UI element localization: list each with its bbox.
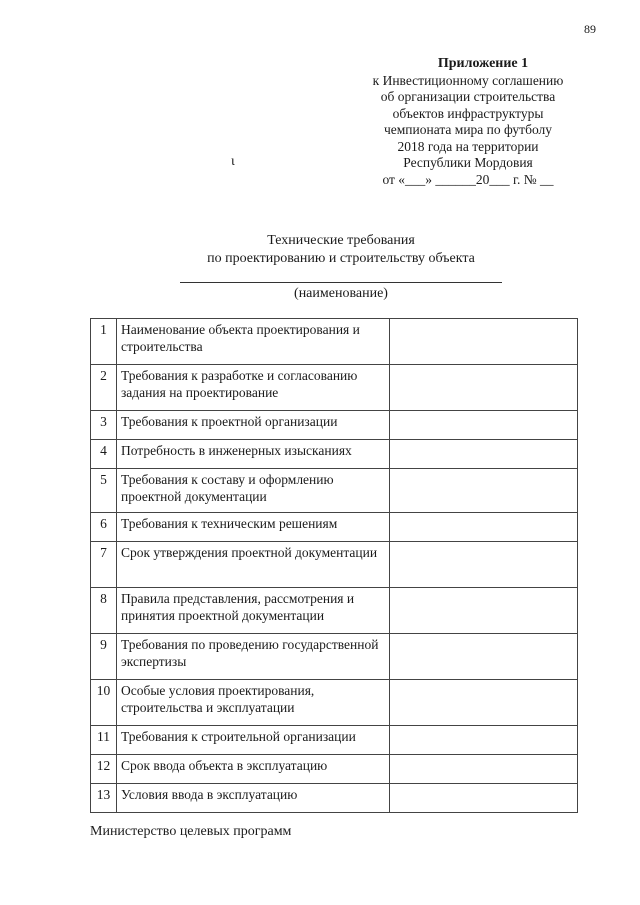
row-number: 6 [91, 513, 117, 542]
heading-line-2: по проектированию и строительству объекта [207, 251, 475, 266]
row-label: Наименование объекта проектирования и строительства [116, 319, 390, 365]
table-row [91, 588, 578, 634]
object-name-blank-line [180, 282, 502, 283]
appendix-block [352, 56, 584, 188]
row-number: 7 [91, 542, 117, 588]
row-value [390, 755, 578, 784]
row-value [390, 634, 578, 680]
row-value [390, 319, 578, 365]
row-label: Срок утверждения проектной документации [116, 542, 390, 588]
row-label: Срок ввода объекта в эксплуатацию [116, 755, 390, 784]
table-row [91, 513, 578, 542]
row-number: 12 [91, 755, 117, 784]
requirements-table [90, 318, 578, 813]
table-row [91, 726, 578, 755]
row-label: Требования к строительной организации [116, 726, 390, 755]
table-row [91, 634, 578, 680]
row-value [390, 469, 578, 513]
row-label: Требования по проведению государственной экспертизы [116, 634, 390, 680]
page-number: 89 [584, 22, 596, 36]
row-number: 13 [91, 784, 117, 813]
appendix-line: объектов инфраструктуры [392, 105, 544, 121]
row-value [390, 440, 578, 469]
row-label: Особые условия проектирования, строительства и эксплуатации [116, 680, 390, 726]
row-value [390, 588, 578, 634]
table-row [91, 784, 578, 813]
row-label: Требования к разработке и согласованию задания на проектирование [116, 365, 390, 411]
appendix-date-number-line: от «___» ______20___ г. № __ [382, 171, 554, 187]
row-value [390, 784, 578, 813]
row-number: 1 [91, 319, 117, 365]
row-value [390, 513, 578, 542]
appendix-line: 2018 года на территории [397, 138, 539, 154]
table-row [91, 319, 578, 365]
row-number: 2 [91, 365, 117, 411]
table-row [91, 469, 578, 513]
row-value [390, 726, 578, 755]
table-row [91, 542, 578, 588]
object-name-caption: (наименование) [294, 286, 388, 301]
row-label: Правила представления, рассмотрения и принятия проектной документации [116, 588, 390, 634]
table-row [91, 440, 578, 469]
document-heading [180, 232, 502, 268]
row-number: 5 [91, 469, 117, 513]
appendix-line: к Инвестиционному соглашению [372, 72, 564, 88]
appendix-line: Республики Мордовия [403, 155, 533, 170]
row-number: 8 [91, 588, 117, 634]
appendix-title: Приложение 1 [437, 56, 529, 71]
row-number: 3 [91, 411, 117, 440]
row-number: 4 [91, 440, 117, 469]
row-label: Требования к проектной организации [116, 411, 390, 440]
appendix-line: чемпионата мира по футболу [383, 122, 553, 137]
row-label: Условия ввода в эксплуатацию [116, 784, 390, 813]
stray-mark: ɩ [231, 154, 235, 169]
ministry-footer: Министерство целевых программ [90, 824, 292, 839]
appendix-line: об организации строительства [380, 89, 556, 104]
table-row [91, 680, 578, 726]
row-value [390, 680, 578, 726]
table-row [91, 755, 578, 784]
row-number: 10 [91, 680, 117, 726]
row-value [390, 542, 578, 588]
row-label: Потребность в инженерных изысканиях [116, 440, 390, 469]
table-row [91, 365, 578, 411]
row-number: 11 [91, 726, 117, 755]
heading-line-1: Технические требования [267, 233, 415, 248]
row-number: 9 [91, 634, 117, 680]
row-value [390, 365, 578, 411]
row-value [390, 411, 578, 440]
table-row [91, 411, 578, 440]
row-label: Требования к техническим решениям [116, 513, 390, 542]
row-label: Требования к составу и оформлению проектной документации [116, 469, 390, 513]
